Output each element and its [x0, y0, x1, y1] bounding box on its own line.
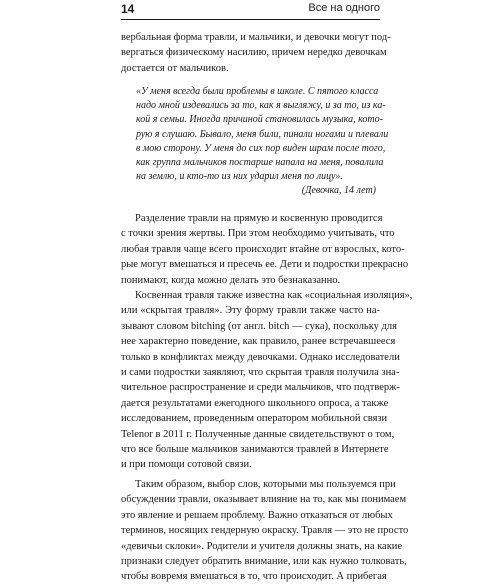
- text-line: обсуждении травли, оказывает влияние на то, как мы понимаем: [121, 494, 407, 506]
- text-line: понимают, когда можно делать это безнаказанно.: [121, 274, 341, 286]
- text-line: и при помощи сотовой связи.: [121, 459, 252, 471]
- text-line: «девичьи склоки». Родители и учителя должны знать, на какие: [121, 540, 403, 552]
- quote-line: в мою сторону. У меня до сих пор виден шрам после того,: [136, 142, 386, 154]
- quote-line: на землю, и кто-то из них ударил меня по лицу».: [136, 170, 343, 182]
- text-line: терминов, носящих гендерную окраску. Травля — это не просто: [121, 525, 409, 537]
- text-line: дается результатами ежегодного школьного опроса, а также: [121, 397, 389, 409]
- header-rule: [121, 19, 380, 20]
- text-line: Разделение травли на прямую и косвенную проводится: [135, 212, 383, 224]
- paragraph-direct-indirect: [121, 211, 409, 288]
- text-line: рые могут вмешаться и пресечь ее. Дети и подростки прекрасно: [121, 259, 409, 271]
- intro-paragraph: [121, 30, 391, 76]
- quote-attribution: (Девочка, 14 лет): [301, 184, 376, 196]
- page-body: [121, 30, 413, 585]
- running-head: Все на одного: [308, 2, 380, 14]
- text-line: Косвенная травля также известна как «социальная изоляция»,: [135, 290, 413, 301]
- text-line: или «скрытая травля». Эту форму травли также часто на-: [121, 305, 380, 317]
- text-line: зывают словом bitching (от англ. bitch — сука), поскольку для: [121, 320, 397, 332]
- paragraph-word-choice: [121, 477, 409, 585]
- text-line: вербальная форма травли, и мальчики, и девочки могут под-: [121, 32, 391, 43]
- text-line: и сами подростки заявляют, что скрытая травля получила зна-: [121, 367, 400, 379]
- text-line: с точки зрения жертвы. При этом необходимо учитывать, что: [121, 228, 395, 240]
- text-line: только в конфликтах между девочками. Однако исследователи: [121, 351, 400, 363]
- quote-line: «У меня всегда были проблемы в школе. С пятого класса: [136, 86, 379, 98]
- quote-line: рую я слушаю. Бывало, меня били, пинали ногами и плевали: [136, 128, 389, 140]
- text-line: признаки следует обратить внимание, или как нужно толковать,: [121, 555, 407, 567]
- text-line: Таким образом, выбор слов, которыми мы пользуемся при: [135, 478, 396, 490]
- page-number: 14: [121, 2, 135, 16]
- text-line: чительное распространение и среди мальчиков, что подтверж-: [121, 382, 400, 394]
- quote-line: кой я семьи. Иногда причиной становилась музыка, кото-: [136, 114, 383, 126]
- text-line: любая травля чаще всего происходит втайне от взрослых, кото-: [121, 243, 405, 255]
- block-quote: [136, 85, 389, 198]
- quote-line: надо мной издевались за то, как я выгляжу, и за то, из ка-: [136, 100, 386, 112]
- text-line: что все больше мальчиков занимаются травлей в Интернете: [121, 444, 389, 456]
- text-line: чтобы вовремя вмешаться в то, что происходит. А прибегая: [121, 571, 387, 583]
- text-line: достается от мальчиков.: [121, 62, 229, 74]
- text-line: нее характерно поведение, как правило, ранее встречавшееся: [121, 336, 396, 348]
- text-line: исследованием, проведенным оператором мобильной связи: [121, 413, 388, 425]
- page-header: [0, 0, 500, 24]
- text-line: Telenor в 2011 г. Полученные данные свидетельствуют о том,: [121, 428, 395, 440]
- text-line: это явление и решаем проблему. Важно отказаться от любых: [121, 509, 393, 521]
- quote-line: как группа мальчиков постарше напала на меня, повалила: [136, 156, 384, 168]
- text-line: вергаться физическому насилию, причем нередко девочкам: [121, 47, 387, 59]
- paragraph-indirect-bullying: [121, 288, 413, 473]
